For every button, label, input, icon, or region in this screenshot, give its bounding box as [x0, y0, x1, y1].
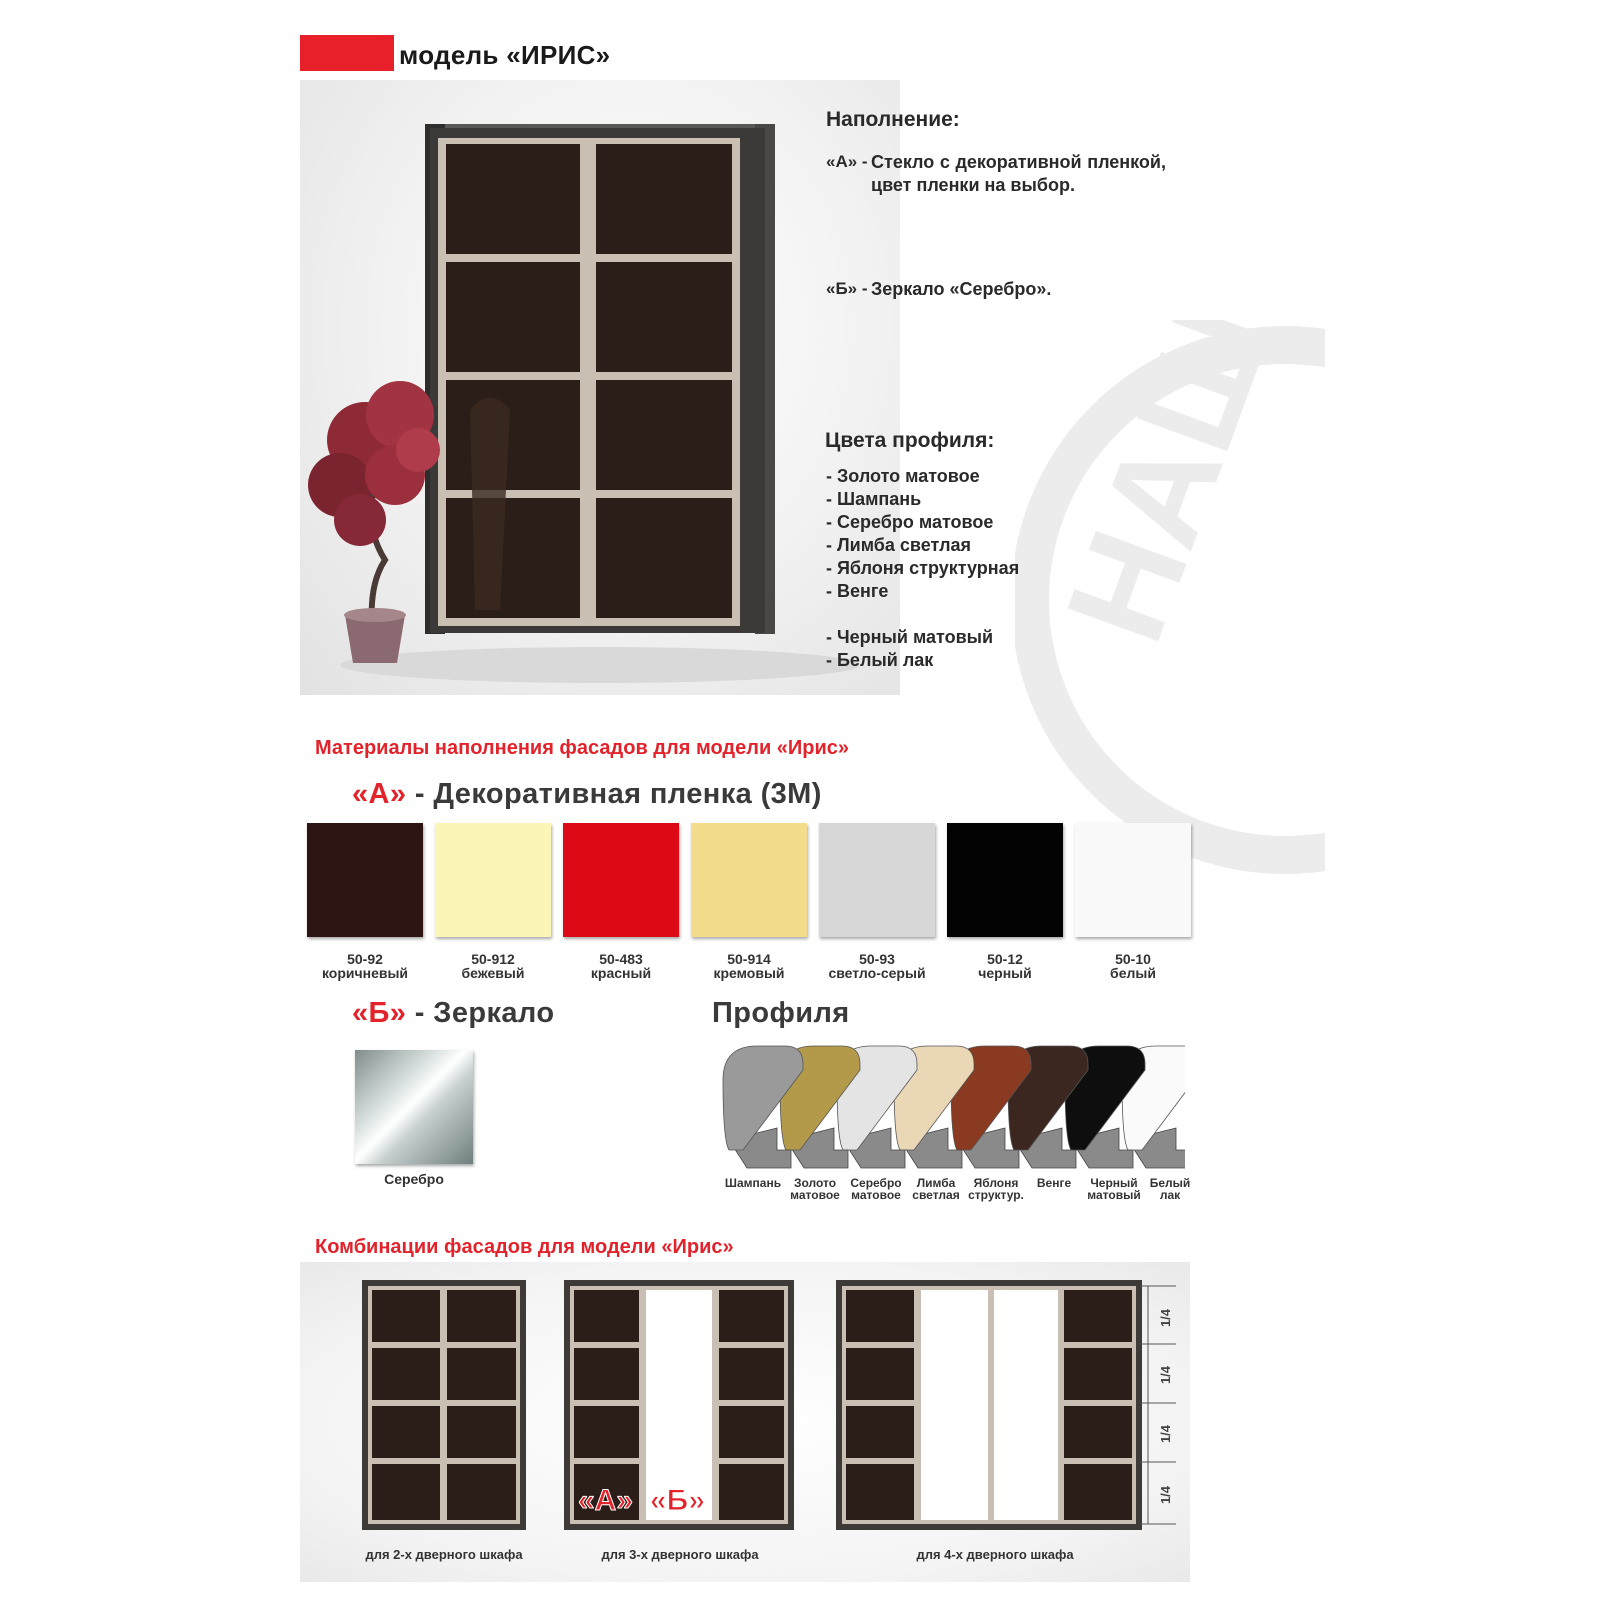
swatch-name: белый: [1110, 965, 1156, 981]
mirror-key: «Б»: [352, 997, 407, 1029]
profile-label: Венге: [1036, 1176, 1072, 1190]
swatch-name: светло-серый: [828, 965, 926, 981]
filling-b-key: «Б» -: [826, 279, 868, 298]
title-accent-bar: [300, 35, 394, 71]
plant-decoration: [308, 381, 440, 663]
swatch-name: коричневый: [321, 965, 409, 981]
profile-color-item: - Белый лак: [826, 650, 934, 670]
profiles-illustration: [715, 1040, 1185, 1175]
combo-caption-4-door: для 4-х дверного шкафа: [916, 1547, 1074, 1562]
film-title-text: - Декоративная пленка (3М): [406, 778, 822, 810]
watermark-logo: [1015, 320, 1325, 885]
profile-color-item: - Яблоня структурная: [826, 558, 1020, 578]
combinations-heading: Комбинации фасадов для модели «Ирис»: [315, 1236, 734, 1258]
page-title: модель «ИРИС»: [399, 40, 611, 70]
swatch-black[interactable]: [947, 823, 1063, 937]
profile-label: Яблоня структур.: [968, 1176, 1024, 1202]
profile-color-item: - Черный матовый: [826, 627, 994, 647]
swatch-code: 50-92: [347, 951, 383, 967]
profile-label: Серебро матовое: [850, 1176, 902, 1202]
profile-color-item: - Венге: [826, 581, 889, 601]
profiles-title: Профиля: [712, 997, 850, 1029]
filling-heading: Наполнение:: [826, 108, 960, 131]
quarter-label: 1/4: [1158, 1424, 1173, 1444]
profile-label: Золото матовое: [790, 1176, 840, 1202]
profile-label: Черный матовый: [1087, 1176, 1141, 1202]
hero-wardrobe-image: [300, 80, 900, 695]
quarter-label: 1/4: [1158, 1365, 1173, 1385]
swatch-light-grey[interactable]: [819, 823, 935, 937]
combinations-diagram: [300, 1262, 1190, 1582]
filling-a-key: «А» -: [826, 152, 868, 171]
swatch-white[interactable]: [1075, 823, 1191, 937]
quarter-label: 1/4: [1158, 1485, 1173, 1505]
wardrobe-4-door: [836, 1280, 1176, 1530]
swatch-code: 50-914: [727, 951, 771, 967]
profile-colors-heading: Цвета профиля:: [825, 429, 995, 452]
swatch-name: красный: [590, 965, 652, 981]
swatch-name: кремовый: [713, 965, 785, 981]
mirror-swatch[interactable]: [355, 1050, 473, 1164]
swatch-name: бежевый: [461, 965, 525, 981]
profile-color-item: - Золото матовое: [826, 466, 980, 486]
swatch-brown[interactable]: [307, 823, 423, 937]
film-key: «А»: [352, 778, 407, 810]
combo-label-b: «Б»: [650, 1484, 705, 1517]
swatch-cream[interactable]: [691, 823, 807, 937]
combo-caption-2-door: для 2-х дверного шкафа: [365, 1547, 523, 1562]
filling-a-text: Стекло с декоративной пленкой, цвет пленки на выбор.: [871, 152, 1166, 195]
profile-color-item: - Лимба светлая: [826, 535, 972, 555]
wardrobe-3-door: [564, 1280, 794, 1530]
watermark-text: НАШ: [1035, 320, 1301, 661]
profile-color-item: - Серебро матовое: [826, 512, 994, 532]
profile-label: Лимба светлая: [912, 1176, 960, 1202]
swatch-code: 50-93: [859, 951, 895, 967]
quarter-label: 1/4: [1158, 1308, 1173, 1328]
mirror-label: Серебро: [384, 1171, 444, 1187]
swatch-code: 50-912: [471, 951, 515, 967]
combo-label-a: «А»: [578, 1484, 634, 1517]
wardrobe-2-door: [362, 1280, 526, 1530]
filling-b-text: Зеркало «Серебро».: [871, 279, 1052, 299]
mirror-title-text: - Зеркало: [406, 997, 555, 1029]
swatch-name: черный: [978, 965, 1032, 981]
swatch-code: 50-483: [599, 951, 643, 967]
profile-label: Белый лак: [1149, 1176, 1191, 1202]
mirror-title: [352, 997, 555, 1030]
profile-color-item: - Шампань: [826, 489, 922, 509]
swatch-beige[interactable]: [435, 823, 551, 937]
profile-label: Шампань: [724, 1176, 782, 1190]
swatch-code: 50-10: [1115, 951, 1151, 967]
swatch-red[interactable]: [563, 823, 679, 937]
materials-heading: Материалы наполнения фасадов для модели «Ирис»: [315, 737, 850, 759]
film-title: [352, 778, 822, 811]
combo-caption-3-door: для 3-х дверного шкафа: [601, 1547, 759, 1562]
swatch-code: 50-12: [987, 951, 1023, 967]
profile-colors-list: [826, 465, 1019, 672]
wardrobe-illustration: [300, 80, 900, 695]
